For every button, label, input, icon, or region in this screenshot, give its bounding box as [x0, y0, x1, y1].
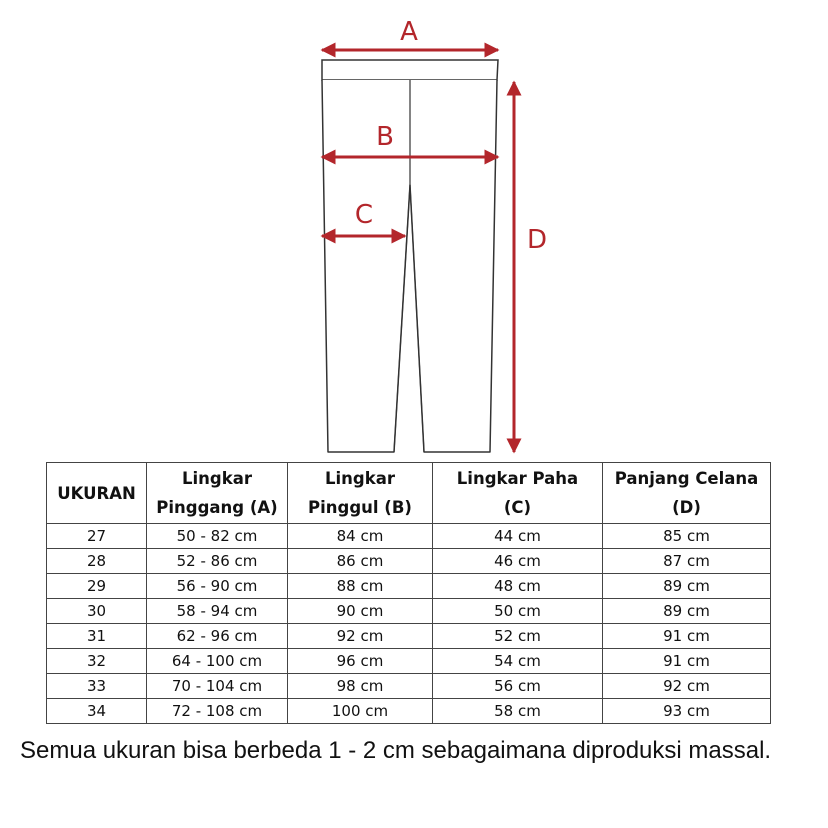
table-cell: 27 [47, 524, 147, 549]
table-cell: 96 cm [288, 649, 433, 674]
header-waist: Lingkar Pinggang (A) [147, 463, 288, 524]
table-row [47, 649, 771, 674]
table-cell: 70 - 104 cm [147, 674, 288, 699]
table-cell: 44 cm [433, 524, 603, 549]
table-cell: 90 cm [288, 599, 433, 624]
table-cell: 32 [47, 649, 147, 674]
size-note: Semua ukuran bisa berbeda 1 - 2 cm sebagaimana diproduksi massal. [20, 737, 772, 764]
table-cell: 58 - 94 cm [147, 599, 288, 624]
table-cell: 87 cm [603, 549, 771, 574]
table-row [47, 624, 771, 649]
table-cell: 52 - 86 cm [147, 549, 288, 574]
table-row [47, 699, 771, 724]
table-cell: 89 cm [603, 574, 771, 599]
table-cell: 100 cm [288, 699, 433, 724]
table-body [47, 524, 771, 724]
table-row [47, 674, 771, 699]
table-cell: 48 cm [433, 574, 603, 599]
table-cell: 91 cm [603, 649, 771, 674]
table-cell: 29 [47, 574, 147, 599]
table-row [47, 524, 771, 549]
table-cell: 28 [47, 549, 147, 574]
waistband-outline [322, 60, 498, 80]
table-cell: 56 cm [433, 674, 603, 699]
table-row [47, 574, 771, 599]
header-size: UKURAN [47, 463, 147, 524]
table-cell: 86 cm [288, 549, 433, 574]
label-d: D [526, 225, 548, 255]
table-cell: 33 [47, 674, 147, 699]
table-row [47, 599, 771, 624]
header-hip: Lingkar Pinggul (B) [288, 463, 433, 524]
table-cell: 58 cm [433, 699, 603, 724]
header-thigh: Lingkar Paha (C) [433, 463, 603, 524]
label-a: A [400, 17, 418, 47]
table-cell: 64 - 100 cm [147, 649, 288, 674]
table-cell: 89 cm [603, 599, 771, 624]
table-row [47, 549, 771, 574]
table-cell: 56 - 90 cm [147, 574, 288, 599]
table-cell: 98 cm [288, 674, 433, 699]
label-c: C [354, 200, 374, 230]
table-cell: 54 cm [433, 649, 603, 674]
table-cell: 84 cm [288, 524, 433, 549]
table-cell: 34 [47, 699, 147, 724]
table-cell: 50 - 82 cm [147, 524, 288, 549]
table-cell: 72 - 108 cm [147, 699, 288, 724]
table-cell: 31 [47, 624, 147, 649]
table-cell: 91 cm [603, 624, 771, 649]
table-cell: 93 cm [603, 699, 771, 724]
table-cell: 30 [47, 599, 147, 624]
label-b: B [376, 122, 394, 152]
table-cell: 62 - 96 cm [147, 624, 288, 649]
table-cell: 88 cm [288, 574, 433, 599]
table-header-row [47, 463, 771, 524]
table-cell: 92 cm [288, 624, 433, 649]
size-table [46, 462, 771, 724]
table-cell: 92 cm [603, 674, 771, 699]
table-cell: 85 cm [603, 524, 771, 549]
header-length: Panjang Celana (D) [603, 463, 771, 524]
table-cell: 46 cm [433, 549, 603, 574]
table-cell: 52 cm [433, 624, 603, 649]
table-cell: 50 cm [433, 599, 603, 624]
